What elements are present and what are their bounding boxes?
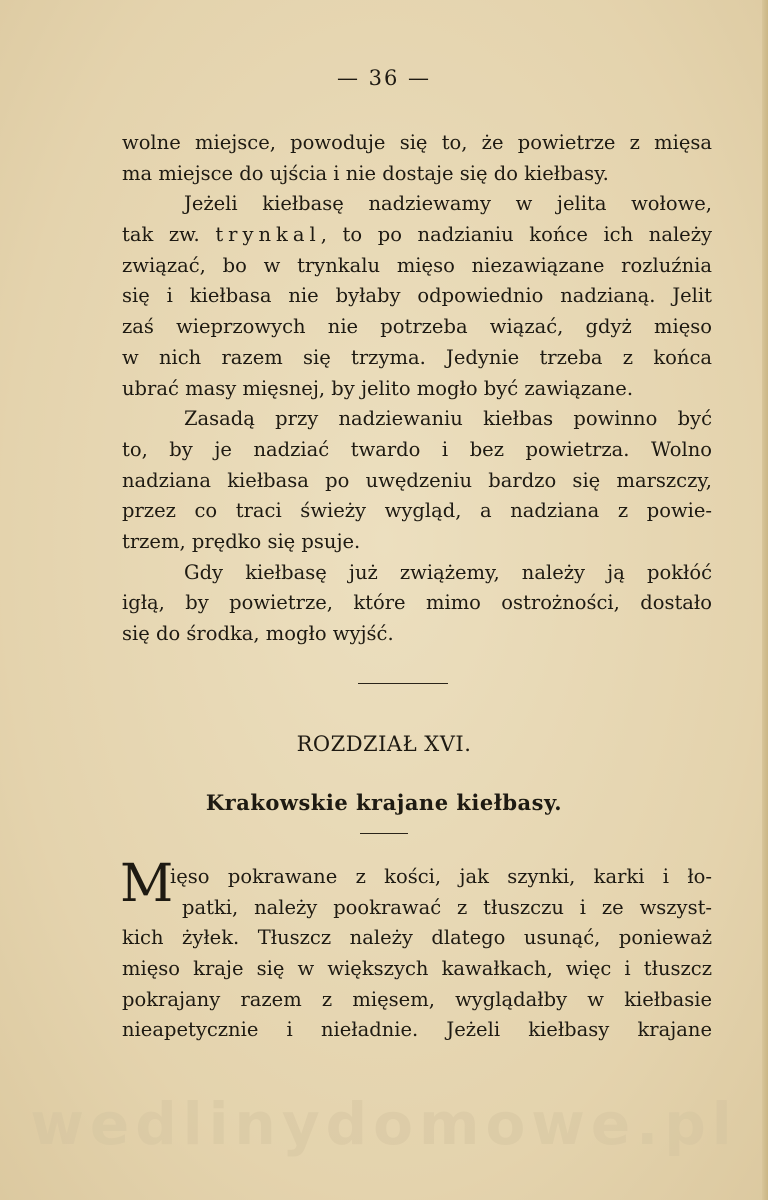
page-number: — 36 — bbox=[336, 66, 432, 90]
text-line: ięso pokrawane z kości, jak szynki, karki i ło- bbox=[170, 865, 712, 888]
text-body-bottom bbox=[122, 923, 712, 1046]
text-line: się i kiełbasa nie byłaby odpowiednio nadzianą. Jelit bbox=[122, 284, 712, 308]
text-line: tak zw. trynkal, to po nadzianiu końce ich należy bbox=[122, 223, 713, 247]
emphasized-term: trynkal bbox=[215, 223, 321, 247]
text-line: nadziana kiełbasa po uwędzeniu bardzo się marszczy, bbox=[122, 468, 712, 492]
text-line: nieapetycznie i niеładnie. Jeżeli kiełbasy krajane bbox=[122, 1018, 712, 1042]
text-line: się do środka, mogło wyjść. bbox=[122, 622, 394, 645]
text-line: przez co traci świeży wygląd, a nadziana z powie- bbox=[122, 499, 712, 523]
chapter-title: Krakowskie krajane kiełbasy. bbox=[205, 790, 563, 815]
text-line: to, by je nadziać twardo i bez powietrza. Wolno bbox=[122, 437, 712, 461]
text-line: igłą, by powietrze, które mimo ostrożności, dostało bbox=[122, 591, 712, 615]
text-line: kich żyłek. Tłuszcz należy dlatego usunąć, ponieważ bbox=[122, 926, 712, 950]
text-body-dropcap-lines bbox=[170, 862, 712, 923]
text-line: zaś wieprzowych nie potrzeba wiązać, gdyż mięso bbox=[122, 315, 712, 339]
text-line: trzem, prędko się psuje. bbox=[122, 529, 361, 553]
text-line: Zasadą przy nadziewaniu kiełbas powinno być bbox=[184, 407, 712, 431]
text-line: wolne miejsce, powoduje się to, że powietrze z mięsa bbox=[122, 131, 712, 154]
text-line: pokrajany razem z mięsem, wyglądałby w kiełbasie bbox=[122, 987, 712, 1011]
section-divider bbox=[358, 683, 448, 684]
text-line: ubrać masy mięsnej, by jelito mogło być zawiązane. bbox=[122, 376, 634, 400]
text-line: Jeżeli kiełbasę nadziewamy w jelita wołowe, bbox=[184, 192, 712, 216]
text-line: Gdy kiełbasę już zwiążemy, należy ją pokłóć bbox=[184, 560, 712, 584]
title-underline bbox=[360, 833, 408, 834]
text-line: ma miejsce do ujścia i nie dostaje się do kiełbasy. bbox=[122, 161, 609, 185]
page-edge bbox=[762, 0, 768, 1200]
text-line: patki, należy pookrawać z tłuszczu i ze wszyst- bbox=[182, 895, 712, 919]
text-line: w nich razem się trzyma. Jedynie trzeba z końca bbox=[122, 345, 712, 369]
chapter-heading: ROZDZIAŁ XVI. bbox=[296, 732, 472, 756]
watermark: wedlinydomowe.pl bbox=[30, 1090, 738, 1158]
text-line: związać, bo w trynkalu mięso niezawiązane rozluźnia bbox=[122, 253, 712, 277]
text-line: mięso kraje się w większych kawałkach, więc i tłuszcz bbox=[122, 957, 712, 981]
text-body-top bbox=[122, 128, 712, 650]
drop-cap: M bbox=[120, 854, 174, 914]
